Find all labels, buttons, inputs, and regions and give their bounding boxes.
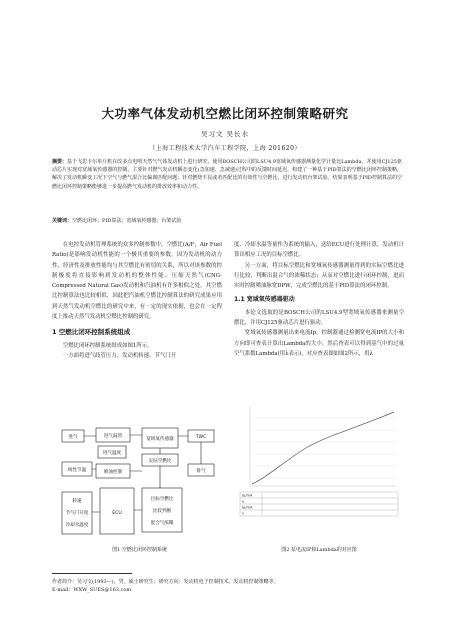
- footnote: [52, 578, 412, 594]
- label-compare: 比较判断: [152, 509, 172, 514]
- label-actual-afr: 实际空燃比: [148, 459, 172, 464]
- keywords-label: 关键词：: [52, 218, 73, 224]
- paper-title: 大功率气体发动机空燃比闭环控制策略研究: [101, 106, 349, 121]
- right-paragraph-4: 宽域氧传感器测量出来电流Ip，控制器通过检测宽电流IP的大小和方向即可查表计算出Lambda的大小。然后查表可以得到基气中的过量空气系数Lambda(用λ表示)，对应查表图如图2所示，用λ: [234, 330, 404, 357]
- footnote-email: E-mail：WXW_SUES@163.com: [52, 587, 132, 593]
- left-paragraph-2: 空燃比闭环控制系统组成如图1所示。: [62, 342, 153, 349]
- abstract: [52, 158, 402, 191]
- table-row-ip-2: Ip/mA: [242, 505, 253, 510]
- right-paragraph-2: 另一方面，将目标空燃比和宽域氧传感器测量得到的实际空燃比进行比较，判断出混合气的浓稀状态；从而对空燃比进行闭环控制，进而实时控制喷油脉宽DPW，完成空燃比的基于PID算法的闭环控制。: [234, 262, 404, 290]
- footnote-author-info: 作者简介：吴习文(1993—)，男，硕士研究生；研究方向：发动机电子控制技术、发动机控制策略等。: [52, 579, 279, 585]
- label-twc: TWC: [195, 435, 207, 440]
- label-wideband: 宽域氧传感器: [146, 437, 174, 442]
- figure-1-caption: 图1 空燃比闭环控制系统: [112, 547, 167, 553]
- label-mix-state: 混合气浓稀: [150, 521, 174, 526]
- paper-affiliation: （上海工程技术大学汽车工程学院，上海 201620）: [149, 145, 301, 152]
- left-paragraph-3: 一方面将进气歧管压力、发动机转速、节气门开: [62, 352, 177, 359]
- label-coolant-temp: 冷却水温度: [65, 523, 89, 528]
- label-intake-temp: 进气温度: [102, 451, 122, 456]
- label-throttle: 线性节温: [67, 468, 87, 473]
- section-1-heading: 1 空燃比闭环控制系统组成: [52, 328, 131, 337]
- left-paragraph-1: 在电控发动机管理系统的众多控制参数中，空燃比(A/F，Air Fuel Ratio)是影响发动机性能的一个极其重要的参数，因为发动机的动力性、经济性及排放性能均与其空燃比有密切的关系，所以对该参数的控制极度将直接影响到发动机的整体性能。压缩天然气(CNG-Compressed Natural Gas)发动机和汽油机有许多相似之处，其空燃比控制算法也比较相似，因此把汽油机空燃比控制算法的研究成果应用到天然气发动机空燃比的研究中来，有一定的现实依据，也会在一定程度上推动天然气发动机空燃比控制的研究。: [52, 242, 222, 321]
- section-1-1-heading: 1.1 宽域氧传感器驱动: [234, 296, 295, 304]
- plot-grid: [250, 418, 396, 478]
- figure-2-caption: 图2 泵电流IP和Lambda的对应图: [281, 547, 357, 553]
- label-intake-pressure: 进气歧管: [103, 434, 123, 439]
- label-injection-control: 喷油控制: [103, 470, 123, 475]
- label-ecu: ECU: [112, 511, 122, 516]
- table-row-lambda-1: λ: [242, 499, 245, 504]
- figure-2-plot: [236, 400, 402, 518]
- abstract-text: 基于飞思卡尔单片机在改多点电喷天然气气体发动机上进行研究，使用BOSCH公司的LSU4.9宽域氧传感器测量化学计量比Lambda，并使用CJ125驱动芯片实现对宽域氧传感器的控制。主要针对燃气发动机瞬态变化(急加速、急减速)过程中的反馈时间延迟，构建了一种基于PID算法的空燃比闭环控制策略，解决了发动机瞬变工况下空气与燃气混合比偏离匹配问题；针对燃烧不良或者匹配比的有效性与空燃比，进行发动机台架试验。结果表明基于PID控制算法的空燃比闭环控制策略能够进一步提高燃气发动机的排放效率和动力性。: [52, 159, 402, 190]
- data-table: [240, 492, 398, 516]
- table-row-lambda-2: λ: [242, 511, 245, 516]
- paper-authors: 吴习文 吴长水: [200, 130, 250, 138]
- footnote-rule: [52, 573, 132, 574]
- keywords: [52, 217, 402, 225]
- right-paragraph-1: 度、冷却水温等量作为系统的输入，送给ECU进行处理计算，发动机计算出相应工况的目标空燃比。: [234, 242, 404, 259]
- abstract-label: 摘要：: [52, 159, 68, 165]
- right-column: [234, 240, 404, 359]
- label-intake: 进气: [68, 435, 78, 440]
- label-exhaust: 排气: [196, 469, 206, 474]
- figure-1-diagram: [58, 426, 220, 538]
- label-target-afr: 目标空燃比: [150, 497, 174, 502]
- label-speed: 转速: [72, 499, 82, 504]
- right-paragraph-3: 本论文选取的是BOSCH公司的LSU4.9型宽域氧传感器来测量空燃比，并用CJ125驱动芯片进行驱动。: [234, 309, 404, 327]
- table-row-ip-1: Ip/mA: [242, 493, 253, 498]
- label-throttle-pos: 节气门开度: [65, 511, 89, 516]
- left-column: [52, 240, 222, 361]
- lambda-curve: [252, 412, 394, 484]
- keywords-text: 空燃比闭环；PID算法；宽域氧传感器；台架试验: [72, 218, 182, 224]
